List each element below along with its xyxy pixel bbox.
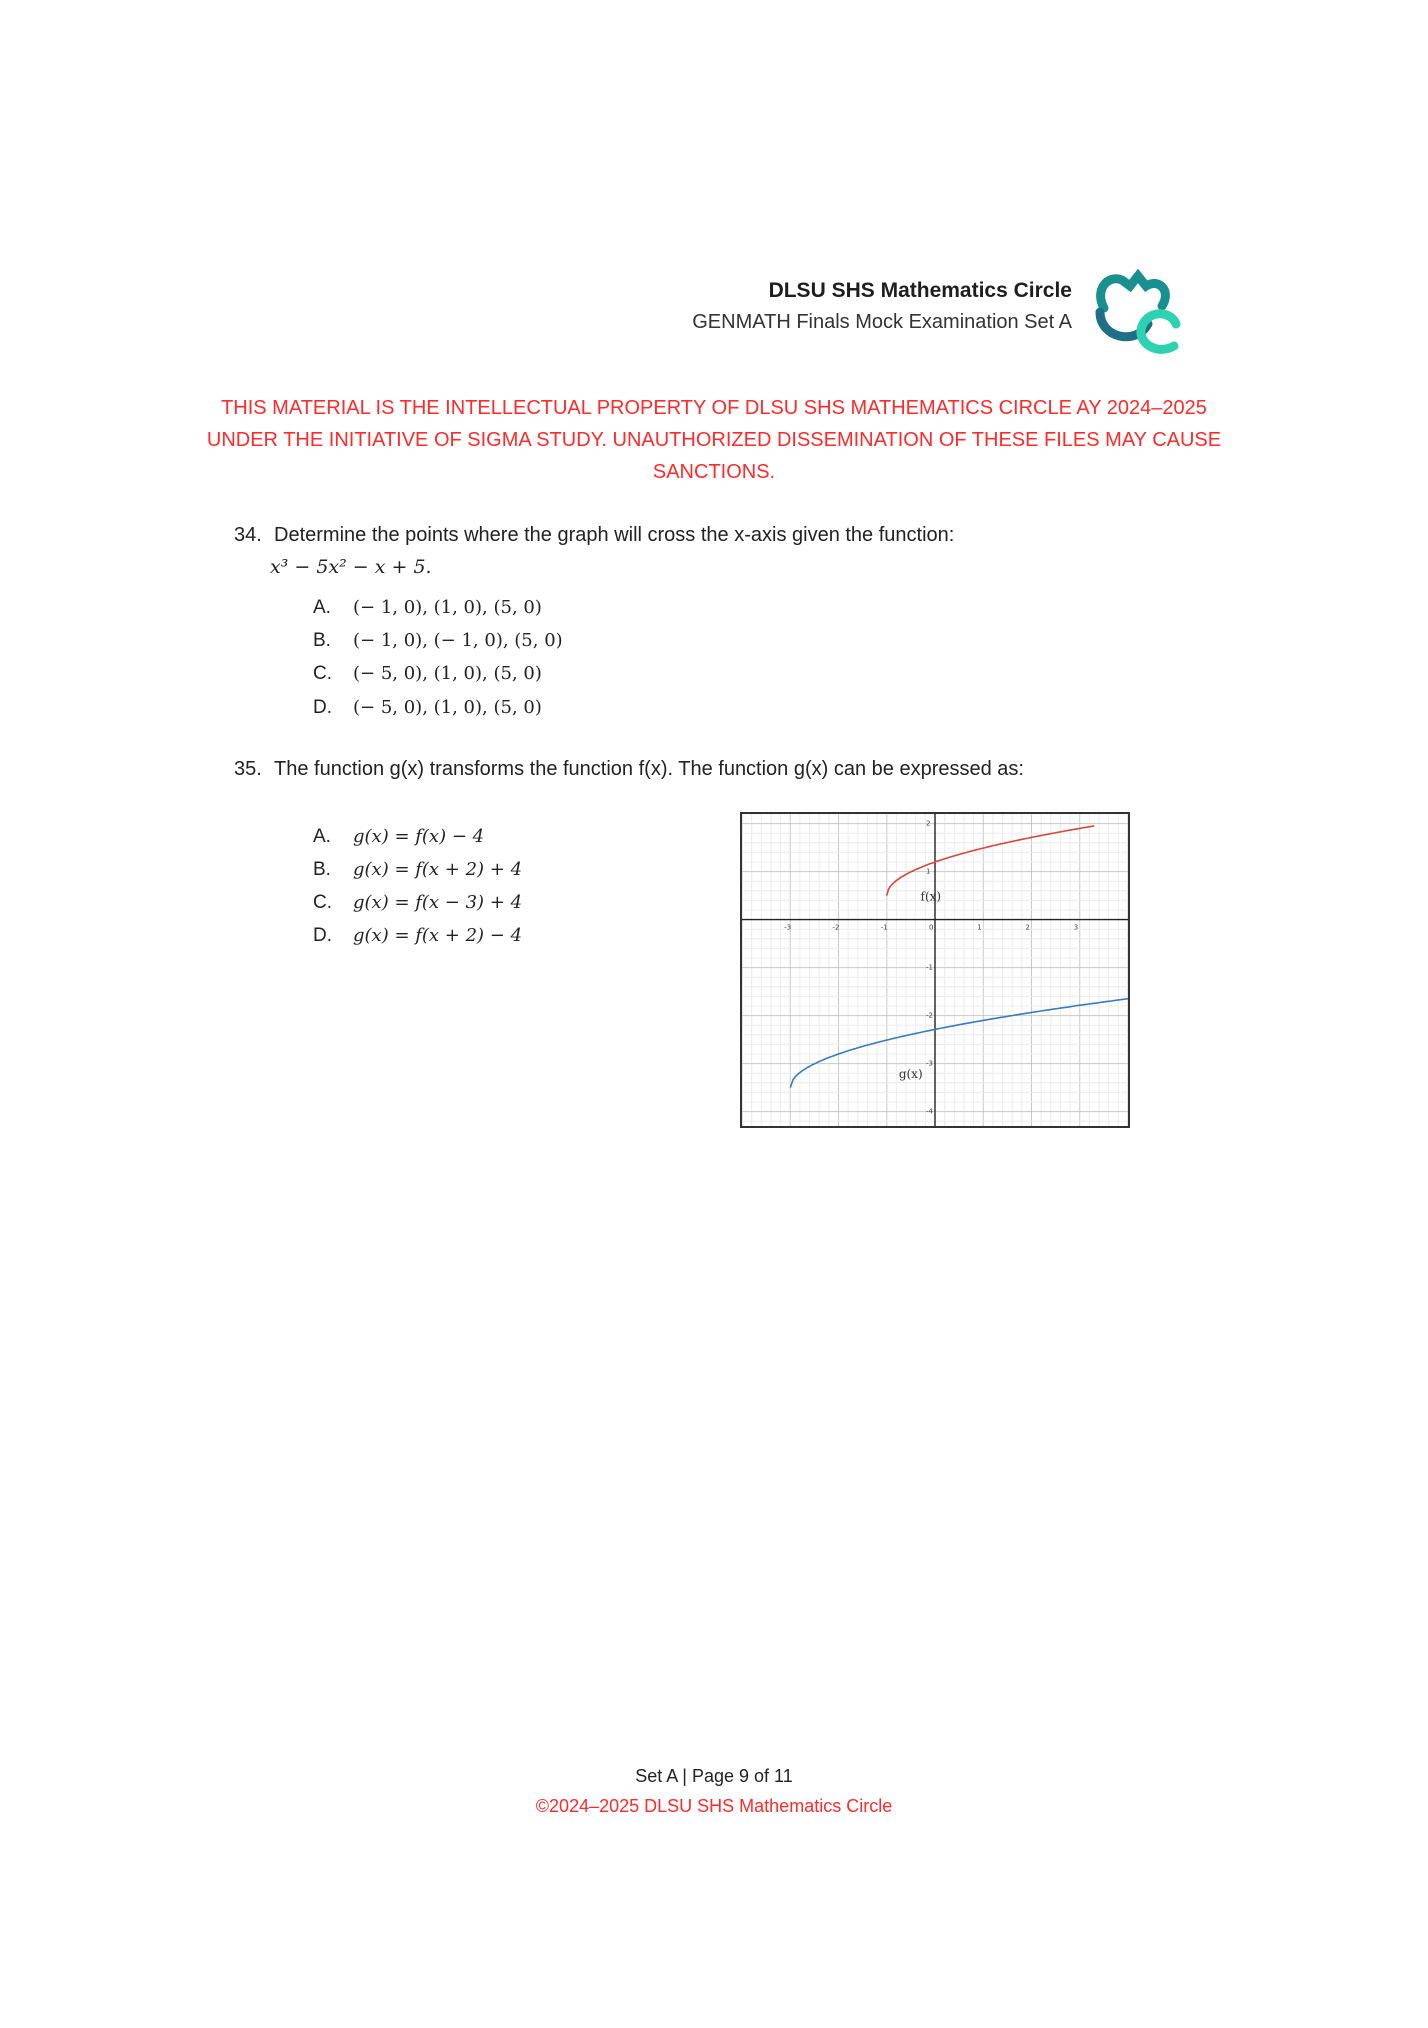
f-label: f(x) [920,889,942,904]
option-letter: D. [313,697,332,718]
header-exam-title: GENMATH Finals Mock Examination Set A [692,311,1072,333]
q35-option-d[interactable] [313,925,522,947]
mathematics-circle-logo [1088,268,1184,358]
question-text: The function g(x) transforms the function f(x). The function g(x) can be expressed as: [274,758,1024,780]
q35-option-b[interactable] [313,859,522,881]
option-letter: B. [313,859,331,880]
q34-option-d[interactable] [313,697,542,719]
option-value: g(x) = f(x + 2) + 4 [353,859,523,880]
q35-option-a[interactable] [313,826,484,848]
x-tick-label: -3 [784,923,792,932]
option-value: (− 1, 0), (1, 0), (5, 0) [353,597,542,618]
notice-line: THIS MATERIAL IS THE INTELLECTUAL PROPERTY OF DLSU SHS MATHEMATICS CIRCLE AY 2024–2025 [221,397,1207,419]
notice-line: SANCTIONS. [652,461,776,483]
y-tick-label: -3 [926,1059,933,1068]
g-label: g(x) [898,1067,923,1081]
x-tick-label: 3 [1073,923,1079,932]
q35-option-c[interactable] [313,892,522,914]
copyright: ©2024–2025 DLSU SHS Mathematics Circle [535,1796,893,1816]
question-number: 35. [234,758,262,780]
notice-line: UNDER THE INITIATIVE OF SIGMA STUDY. UNAUTHORIZED DISSEMINATION OF THESE FILES MAY CAUSE [206,429,1222,451]
option-value: g(x) = f(x) − 4 [353,826,485,847]
x-tick-label: -2 [832,923,840,932]
page-number: Set A | Page 9 of 11 [635,1766,793,1786]
y-tick-label: 2 [926,819,931,828]
question-35 [234,758,1024,781]
y-tick-label: -4 [926,1107,933,1116]
question-text: Determine the points where the graph will cross the x-axis given the function: [274,524,955,546]
option-value: (− 1, 0), (− 1, 0), (5, 0) [353,630,563,651]
question-number: 34. [234,524,262,546]
x-tick-label: -1 [880,923,888,932]
option-value: (− 5, 0), (1, 0), (5, 0) [353,697,542,718]
option-letter: C. [313,892,332,913]
option-value: g(x) = f(x − 3) + 4 [353,892,523,913]
x-tick-label: 2 [1025,923,1030,932]
x-tick-label: 0 [929,923,934,932]
y-tick-label: -2 [926,1011,933,1020]
graph-svg [742,814,1128,1126]
q34-option-c[interactable] [313,663,542,685]
option-letter: B. [313,630,331,651]
ip-notice [186,392,1242,488]
option-letter: A. [313,597,331,618]
option-value: g(x) = f(x + 2) − 4 [353,925,523,946]
question-34 [234,524,954,547]
f-curve [887,826,1094,896]
option-letter: A. [313,826,331,847]
y-tick-label: 1 [926,867,931,876]
header-org: DLSU SHS Mathematics Circle [768,279,1072,302]
q34-option-b[interactable] [313,630,563,652]
option-letter: D. [313,925,332,946]
q34-option-a[interactable] [313,597,542,619]
option-value: (− 5, 0), (1, 0), (5, 0) [353,663,542,684]
option-letter: C. [313,663,332,684]
g-curve [790,999,1128,1088]
function-expression: x³ − 5x² − x + 5. [270,556,432,578]
function-graph [740,812,1130,1128]
y-tick-label: -1 [926,963,933,972]
x-tick-label: 1 [977,923,982,932]
